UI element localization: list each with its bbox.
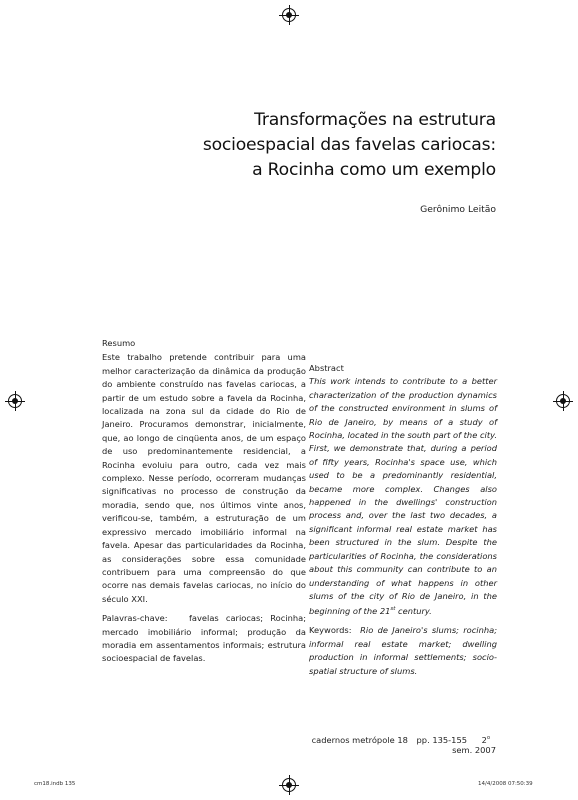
- keywords-text: Rio de Janeiro's slums; rocinha; informal real estate market; dwelling production in informal settlements; socio-spatial structure of slums.: [309, 625, 497, 676]
- resumo-text: Este trabalho pretende contribuir para uma melhor caracterização da dinâmica da produção do ambiente construído nas favelas cariocas, a partir de um estudo sobre a favela da Rocinha, localizada na zona sul da cidade do Rio de Janeiro. Procuramos demonstrar, inicialmente, que, ao longo de cinqüenta anos, de um espaço de uso predominantemente residencial, a Rocinha evoluiu para outro, cada vez mais complexo. Nesse período, ocorreram mudanças significativas no processo de construção da moradia, sendo que, nos últimos vinte anos, verificou-se, também, a estruturação de um expressivo mercado imobiliário informal na favela. Apesar das particularidades da Rocinha, as considerações sobre essa comunidade contribuem para uma compreensão do que ocorre nas demais favelas cariocas, no início do século XXI.: [102, 352, 306, 604]
- page-footer: [300, 735, 496, 755]
- abstract-text-end: century.: [395, 606, 432, 617]
- title-line: socioespacial das favelas cariocas:: [202, 135, 496, 155]
- edition-num: 2: [481, 735, 487, 745]
- keywords-label: Keywords:: [309, 625, 352, 636]
- abstract-section: [309, 362, 497, 678]
- page-range: pp. 135-155: [416, 735, 468, 745]
- print-slug-datetime: 14/4/2008 07:50:39: [478, 781, 533, 787]
- abstract-keywords: [309, 624, 497, 678]
- keywords-label: Palavras-chave:: [102, 613, 168, 624]
- edition-sup: o: [486, 735, 490, 742]
- edition-rest: sem. 2007: [452, 745, 496, 755]
- author-name: Gerônimo Leitão: [420, 204, 496, 215]
- registration-mark-right: [556, 394, 570, 408]
- abstract-text-main: This work intends to contribute to a better characterization of the production dynamics of the constructed environment in slums of Rio de Janeiro, by means of a study of Rocinha, located in the south part of the city. First, we demonstrate that, during a period of fifty years, Rocinha's space use, which used to be a predominantly residential, became more complex. Changes also happened in the dwellings' construction process and, over the last two decades, a significant informal real estate market has been structured in the slum. Despite the particularities of Rocinha, the considerations about this community can contribute to an understanding of what happens in other slums of the city of Rio de Janeiro, in the beginning of the 21: [309, 376, 497, 617]
- registration-mark-top: [282, 8, 296, 22]
- resumo-heading: Resumo: [102, 338, 136, 348]
- abstract-text-sup: st: [390, 606, 396, 613]
- print-slug-file: cm18.indb 135: [34, 781, 76, 787]
- journal-name: cadernos metrópole 18: [311, 735, 408, 745]
- title-line: Transformações na estrutura: [254, 110, 496, 130]
- resumo-section: [102, 337, 306, 666]
- abstract-text: [309, 375, 497, 618]
- abstract-heading: Abstract: [309, 363, 344, 373]
- keywords-text: favelas cariocas; Rocinha; mercado imobiliário informal; produção da moradia em assentamentos informais; estrutura socioespacial de favelas.: [102, 613, 306, 664]
- title-line: a Rocinha como um exemplo: [252, 160, 496, 180]
- registration-mark-bottom: [282, 778, 296, 792]
- article-title: [170, 108, 496, 183]
- resumo-keywords: [102, 612, 306, 666]
- registration-mark-left: [8, 394, 22, 408]
